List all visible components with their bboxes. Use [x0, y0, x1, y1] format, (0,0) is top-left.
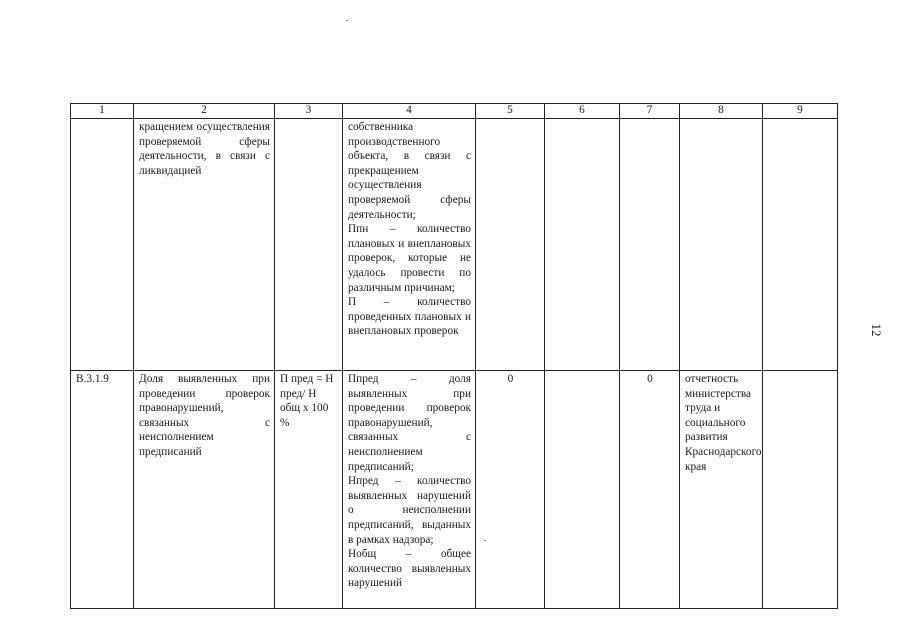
page-number: 12	[869, 323, 884, 337]
row1-cell-indicator: кращением осуществления проверяемой сферы деятельности, в связи с ликвидацией	[134, 119, 275, 371]
row2-cell-formula: П пред = Н пред/ Н общ х 100 %	[275, 371, 343, 609]
table-row	[71, 119, 838, 371]
header-cell-7: 7	[620, 104, 680, 119]
header-cell-5: 5	[476, 104, 545, 119]
header-row	[71, 104, 838, 119]
row1-cell-6	[545, 119, 620, 371]
row1-cell-description	[343, 119, 476, 371]
row2-cell-indicator: Доля выявленных при проведении проверок правонарушений, связанных с неисполнением предписаний	[134, 371, 275, 609]
header-cell-4: 4	[343, 104, 476, 119]
row1-description-part: Ппн – количество плановых и внеплановых проверок, которые не удалось провести по различным причинам;	[348, 223, 471, 294]
table-row	[71, 371, 838, 609]
row2-cell-6	[545, 371, 620, 609]
header-cell-8: 8	[680, 104, 763, 119]
row1-description-part: П – количество проведенных плановых и внеплановых проверок	[348, 296, 471, 338]
scan-speck	[346, 20, 348, 21]
row2-cell-5: 0	[476, 371, 545, 609]
row1-cell-9	[763, 119, 838, 371]
row2-description-part: Ппред – доля выявленных при проведении проверок правонарушений, связанных с неисполнением предписаний;	[348, 373, 471, 473]
row2-cell-9	[763, 371, 838, 609]
row2-cell-7: 0	[620, 371, 680, 609]
header-cell-3: 3	[275, 104, 343, 119]
row1-cell-code	[71, 119, 134, 371]
row2-cell-source: отчетность министерства труда и социального развития Краснодарского края	[680, 371, 763, 609]
row2-description-part: Нпред – количество выявленных нарушений о неисполнении предписаний, выданных в рамках надзора;	[348, 475, 471, 546]
header-cell-2: 2	[134, 104, 275, 119]
row1-cell-formula	[275, 119, 343, 371]
row1-cell-8	[680, 119, 763, 371]
header-cell-6: 6	[545, 104, 620, 119]
row2-cell-code: В.3.1.9	[71, 371, 134, 609]
row1-description-part: собственника производственного объекта, в связи с прекращением осуществления проверяемой сферы деятельности;	[348, 121, 471, 221]
row1-cell-7	[620, 119, 680, 371]
row1-cell-5	[476, 119, 545, 371]
header-cell-1: 1	[71, 104, 134, 119]
indicator-table	[70, 103, 838, 609]
row2-cell-description	[343, 371, 476, 609]
header-cell-9: 9	[763, 104, 838, 119]
row2-description-part: Нобщ – общее количество выявленных нарушений	[348, 548, 471, 590]
